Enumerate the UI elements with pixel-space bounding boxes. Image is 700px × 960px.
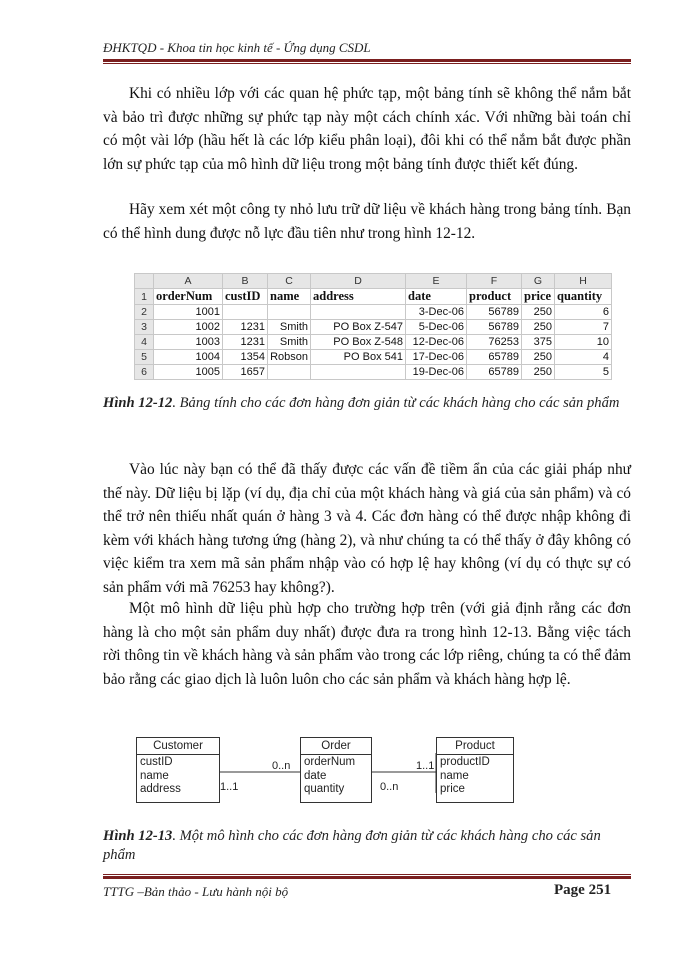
column-letter: D (311, 274, 406, 289)
cell: 5 (555, 365, 612, 380)
page-number (554, 882, 611, 899)
header-cell: custID (223, 289, 268, 305)
column-letter: E (406, 274, 467, 289)
cell: 3-Dec-06 (406, 305, 467, 320)
class-attribute: address (140, 783, 181, 795)
cell (268, 365, 311, 380)
cell: 56789 (467, 305, 522, 320)
cell: 375 (522, 335, 555, 350)
header-rule-thin (103, 63, 631, 64)
header-cell: quantity (555, 289, 612, 305)
page-label: Page (554, 882, 585, 898)
cell: 1005 (154, 365, 223, 380)
paragraph-2: Hãy xem xét một công ty nhỏ lưu trữ dữ liệu về khách hàng trong bảng tính. Bạn có thể hình dung được nỗ lực đầu tiên như trong hình 12-12. (103, 201, 631, 242)
row-number: 6 (135, 365, 154, 380)
column-letter: A (154, 274, 223, 289)
row-number: 3 (135, 320, 154, 335)
multiplicity-order-right: 0..n (380, 781, 399, 793)
header-cell: address (311, 289, 406, 305)
caption-text: . Một mô hình cho các đơn hàng đơn giản từ các khách hàng cho các sản phẩm (103, 828, 601, 863)
cell: 1231 (223, 320, 268, 335)
figure-caption-12-12 (103, 394, 631, 413)
paragraph-3: Vào lúc này bạn có thể đã thấy được các vấn đề tiềm ẩn của các giải pháp như thế này. Dữ liệu bị lặp (ví dụ, địa chỉ của một khách hàng và giá của sản phẩm) và có thể trở nên thiếu nhất quán ở hàng 3 và 4. Các đơn hàng có thể được nhập không đi kèm với khách hàng tương ứng (hàng 2), và như chúng ta có thể thấy ở đây không có việc kiểm tra xem mã sản phẩm nhập vào có hợp lệ hay không (ví dụ có thực sự có sản phẩm với mã 76253 hay không?). (103, 461, 631, 596)
row-number: 1 (135, 289, 154, 305)
cell: 1003 (154, 335, 223, 350)
class-attribute: name (140, 769, 169, 782)
paragraph-4: Một mô hình dữ liệu phù hợp cho trường hợp trên (với giả định rằng các đơn hàng là cho một sản phẩm duy nhất) được đưa ra trong hình 12-13. Bằng việc tách rời thông tin về khách hàng và sản phẩm vào trong các lớp riêng, chúng ta có thể đảm bảo rằng các giao dịch là luôn luôn cho các sản phẩm và khách hàng hợp lệ. (103, 600, 631, 688)
cell: 65789 (467, 365, 522, 380)
cell: 1231 (223, 335, 268, 350)
caption-text: . Bảng tính cho các đơn hàng đơn giản từ các khách hàng cho các sản phẩm (172, 395, 620, 411)
cell: 250 (522, 320, 555, 335)
multiplicity-order-left: 0..n (272, 760, 291, 772)
spreadsheet-figure (134, 273, 612, 380)
cell: 1354 (223, 350, 268, 365)
column-letter: B (223, 274, 268, 289)
column-letter: G (522, 274, 555, 289)
class-title: Customer (137, 738, 219, 755)
cell: 12-Dec-06 (406, 335, 467, 350)
cell: 6 (555, 305, 612, 320)
class-attribute: orderNum (304, 756, 356, 768)
cell (311, 365, 406, 380)
header-cell: date (406, 289, 467, 305)
class-attribute: custID (140, 756, 173, 768)
cell: PO Box Z-548 (311, 335, 406, 350)
table-row (135, 320, 612, 335)
uml-class-diagram (134, 735, 534, 815)
multiplicity-customer: 1..1 (220, 781, 239, 793)
column-letter: C (268, 274, 311, 289)
uml-class-order (300, 737, 372, 803)
uml-class-customer (136, 737, 220, 803)
row-number: 2 (135, 305, 154, 320)
footer-rule-thin (103, 874, 631, 875)
cell: 10 (555, 335, 612, 350)
class-attribute: productID (440, 756, 490, 768)
cell: 1001 (154, 305, 223, 320)
header-cell: name (268, 289, 311, 305)
cell: 4 (555, 350, 612, 365)
cell: 5-Dec-06 (406, 320, 467, 335)
cell: 1002 (154, 320, 223, 335)
cell: 1657 (223, 365, 268, 380)
header-cell: product (467, 289, 522, 305)
class-attribute: date (304, 769, 327, 782)
cell: 56789 (467, 320, 522, 335)
caption-label: Hình 12-13 (103, 828, 173, 844)
class-attribute: price (440, 783, 465, 795)
table-row (135, 350, 612, 365)
cell: 250 (522, 365, 555, 380)
cell: Smith (268, 320, 311, 335)
caption-label: Hình 12-12 (103, 395, 173, 411)
class-title: Product (437, 738, 513, 755)
column-letter: F (467, 274, 522, 289)
cell: PO Box 541 (311, 350, 406, 365)
cell: 76253 (467, 335, 522, 350)
cell: PO Box Z-547 (311, 320, 406, 335)
footer-rule (103, 876, 631, 879)
column-letter: H (555, 274, 612, 289)
multiplicity-product: 1..1 (416, 760, 435, 772)
cell (268, 305, 311, 320)
class-title: Order (301, 738, 371, 755)
row-number: 4 (135, 335, 154, 350)
cell: 65789 (467, 350, 522, 365)
page-header: ĐHKTQD - Khoa tin học kinh tế - Ứng dụng CSDL (103, 40, 371, 55)
table-row (135, 365, 612, 380)
table-row (135, 305, 612, 320)
paragraph-1: Khi có nhiều lớp với các quan hệ phức tạp, một bảng tính sẽ không thể nắm bắt và bảo trì được những sự phức tạp này một cách chính xác. Với những bài toán chỉ có một vài lớp (hầu hết là các lớp kiểu phân loại), đôi khi có thể nắm bắt được phần lớn sự phức tạp của mô hình dữ liệu trong một bảng tính được thiết kết đúng. (103, 85, 631, 173)
cell: Robson (268, 350, 311, 365)
sheet-corner (135, 274, 154, 289)
header-rule (103, 59, 631, 62)
header-cell: price (522, 289, 555, 305)
class-attribute: name (440, 769, 469, 782)
cell (311, 305, 406, 320)
cell: 17-Dec-06 (406, 350, 467, 365)
class-attribute: quantity (304, 783, 345, 795)
cell: Smith (268, 335, 311, 350)
page-number-value: 251 (588, 882, 612, 898)
cell: 250 (522, 305, 555, 320)
cell: 1004 (154, 350, 223, 365)
header-cell: orderNum (154, 289, 223, 305)
cell: 19-Dec-06 (406, 365, 467, 380)
footer-note: TTTG –Bản thảo - Lưu hành nội bộ (103, 884, 289, 899)
cell: 250 (522, 350, 555, 365)
cell (223, 305, 268, 320)
cell: 7 (555, 320, 612, 335)
table-row (135, 335, 612, 350)
figure-caption-12-13 (103, 827, 631, 865)
uml-class-product (436, 737, 514, 803)
row-number: 5 (135, 350, 154, 365)
